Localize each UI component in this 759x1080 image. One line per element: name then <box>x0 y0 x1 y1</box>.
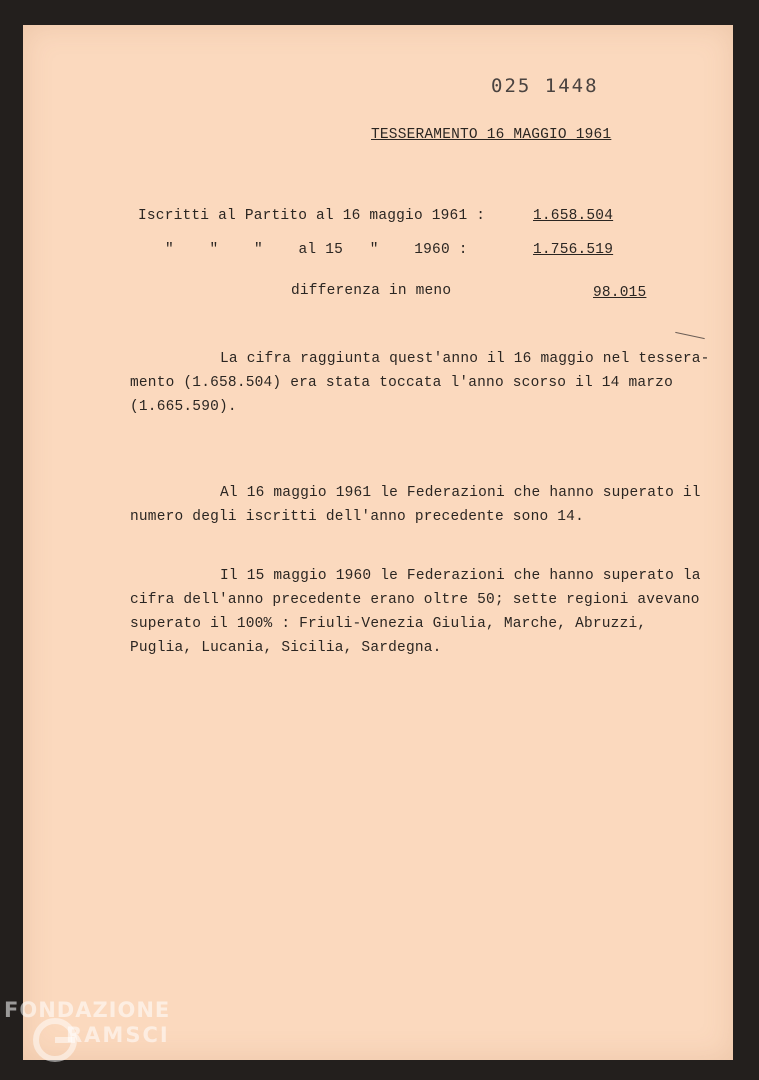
paragraph-1-text: La cifra raggiunta quest'anno il 16 maggio nel tessera- mento (1.658.504) era stata toccata l'anno scorso il 14 marzo (1.665.590). <box>130 351 710 415</box>
watermark-line1: FONDAZIONE <box>4 998 171 1022</box>
pen-mark <box>675 332 705 339</box>
paragraph-3 <box>130 564 710 660</box>
watermark-line2: RAMSCI <box>66 1023 170 1047</box>
difference-label: differenza in meno <box>291 283 452 299</box>
paragraph-2-text: Al 16 maggio 1961 le Federazioni che hanno superato il numero degli iscritti dell'anno precedente sono 14. <box>130 485 701 525</box>
row-label-1961: Iscritti al Partito al 16 maggio 1961 : <box>138 208 486 224</box>
row-label-1960: " " " al 15 " 1960 : <box>165 242 468 258</box>
paragraph-2 <box>130 481 710 529</box>
paragraph-1 <box>130 347 710 419</box>
fondazione-gramsci-watermark <box>4 995 194 1075</box>
difference-value: 98.015 <box>593 285 647 301</box>
archive-number: 025 1448 <box>491 75 599 97</box>
document-title: TESSERAMENTO 16 MAGGIO 1961 <box>371 127 612 143</box>
document-page <box>23 25 733 1060</box>
paragraph-3-text: Il 15 maggio 1960 le Federazioni che hanno superato la cifra dell'anno precedente erano oltre 50; sette regioni avevano superato il 100% : Friuli-Venezia Giulia, Marche, Abruzzi, Puglia, Lucania, Sicilia, Sardegna. <box>130 568 701 656</box>
row-value-1961: 1.658.504 <box>533 208 614 224</box>
row-value-1960: 1.756.519 <box>533 242 614 258</box>
